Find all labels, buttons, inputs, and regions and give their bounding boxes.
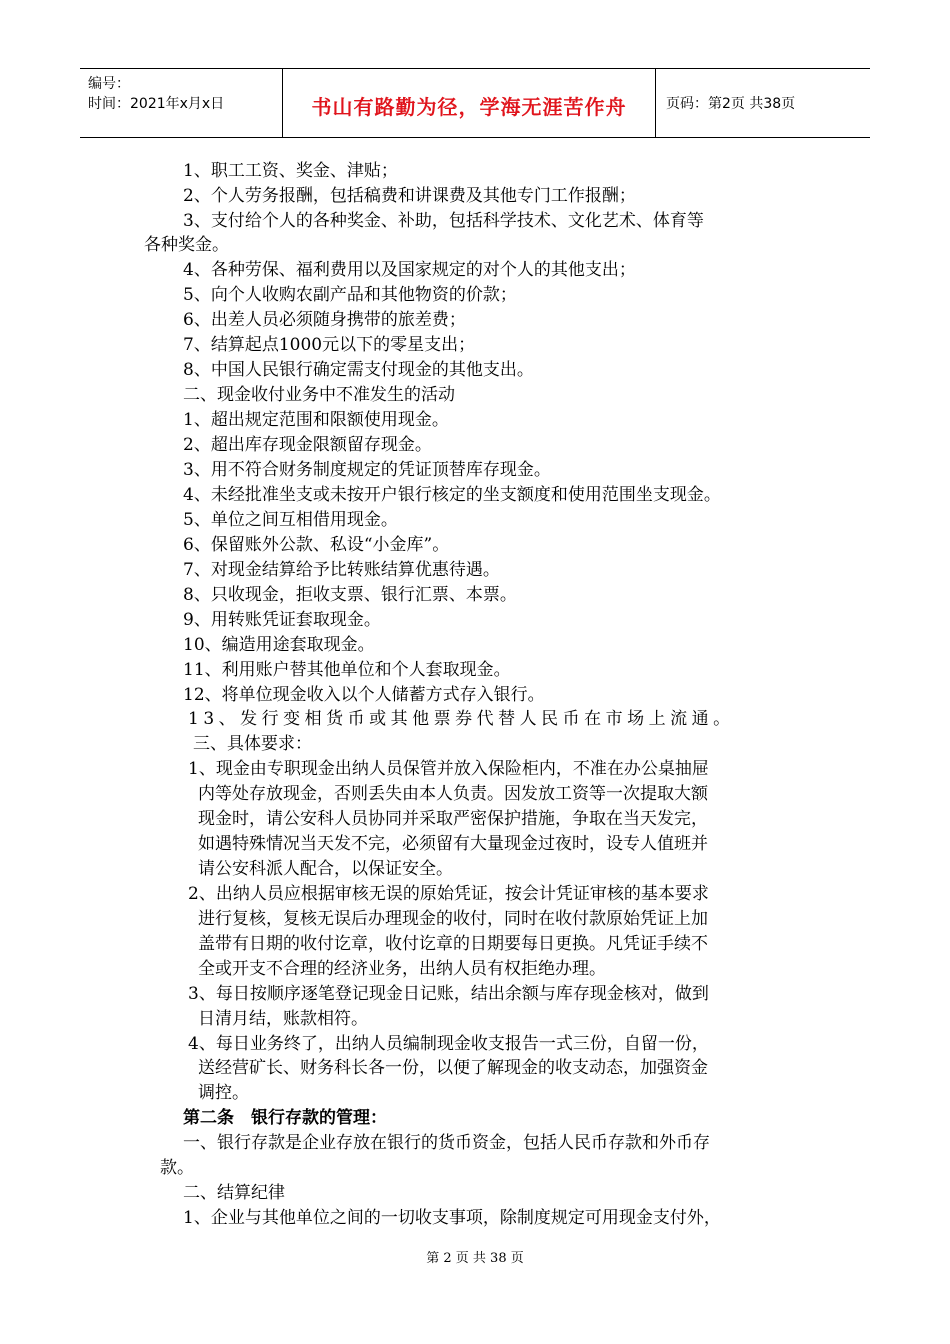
line: 13、发行变相货币或其他票券代替人民币在市场上流通。 xyxy=(188,709,735,729)
line: 盖带有日期的收付讫章，收付讫章的日期要每日更换。凡凭证手续不 xyxy=(198,934,708,954)
line: 送经营矿长、财务科长各一份，以便了解现金的收支动态，加强资金 xyxy=(198,1058,708,1078)
line: 各种奖金。 xyxy=(144,235,229,255)
line: 1、职工工资、奖金、津贴； xyxy=(183,161,398,181)
line: 调控。 xyxy=(198,1083,249,1103)
page-footer: 第 2 页 共 38 页 xyxy=(426,1251,524,1266)
line: 1、现金由专职现金出纳人员保管并放入保险柜内，不准在办公桌抽屉 xyxy=(188,759,709,779)
line: 2、出纳人员应根据审核无误的原始凭证，按会计凭证审核的基本要求 xyxy=(188,884,709,904)
line: 9、用转账凭证套取现金。 xyxy=(183,610,381,630)
line: 7、对现金结算给予比转账结算优惠待遇。 xyxy=(183,560,500,580)
line: 5、向个人收购农副产品和其他物资的价款； xyxy=(183,285,517,305)
line: 3、用不符合财务制度规定的凭证顶替库存现金。 xyxy=(183,460,551,480)
line: 款。 xyxy=(160,1158,194,1178)
line: 现金时，请公安科人员协同并采取严密保护措施，争取在当天发完， xyxy=(198,809,708,829)
line: 6、保留账外公款、私设“小金库”。 xyxy=(183,535,450,555)
header-motto-cell xyxy=(283,69,656,137)
line: 12、将单位现金收入以个人储蓄方式存入银行。 xyxy=(183,685,545,705)
line: 2、超出库存现金限额留存现金。 xyxy=(183,435,432,455)
line: 2、个人劳务报酬，包括稿费和讲课费及其他专门工作报酬； xyxy=(183,186,636,206)
line: 6、出差人员必须随身携带的旅差费； xyxy=(183,310,466,330)
number-label: 编号： xyxy=(88,76,130,92)
motto: 书山有路勤为径，学海无涯苦作舟 xyxy=(311,95,627,119)
date-label: 时间：2021年x月x日 xyxy=(88,96,225,112)
line: 1、企业与其他单位之间的一切收支事项，除制度规定可用现金支付外， xyxy=(183,1208,721,1228)
line: 10、编造用途套取现金。 xyxy=(183,635,375,655)
header-page-cell xyxy=(656,69,870,137)
line: 1、超出规定范围和限额使用现金。 xyxy=(183,410,449,430)
header-meta-cell xyxy=(80,69,283,137)
line: 3、每日按顺序逐笔登记现金日记账，结出余额与库存现金核对，做到 xyxy=(188,984,709,1004)
line: 5、单位之间互相借用现金。 xyxy=(183,510,398,530)
line: 日清月结，账款相符。 xyxy=(198,1009,368,1029)
page-info: 页码：第2页 共38页 xyxy=(666,96,796,112)
line: 8、中国人民银行确定需支付现金的其他支出。 xyxy=(183,360,534,380)
line: 一、银行存款是企业存放在银行的货币资金，包括人民币存款和外币存 xyxy=(183,1133,710,1153)
article-heading: 第二条 银行存款的管理： xyxy=(183,1108,387,1128)
line: 全或开支不合理的经济业务，出纳人员有权拒绝办理。 xyxy=(198,959,606,979)
line: 请公安科派人配合，以保证安全。 xyxy=(198,859,453,879)
line: 内等处存放现金，否则丢失由本人负责。因发放工资等一次提取大额 xyxy=(198,784,708,804)
line: 8、只收现金，拒收支票、银行汇票、本票。 xyxy=(183,585,517,605)
line: 如遇特殊情况当天发不完，必须留有大量现金过夜时，设专人值班并 xyxy=(198,834,708,854)
section-heading: 二、现金收付业务中不准发生的活动 xyxy=(183,385,455,405)
line: 11、利用账户替其他单位和个人套取现金。 xyxy=(183,660,511,680)
line: 4、未经批准坐支或未按开户银行核定的坐支额度和使用范围坐支现金。 xyxy=(183,485,721,505)
header-table xyxy=(80,68,870,138)
line: 3、支付给个人的各种奖金、补助，包括科学技术、文化艺术、体育等 xyxy=(183,211,704,231)
line: 进行复核，复核无误后办理现金的收付，同时在收付款原始凭证上加 xyxy=(198,909,708,929)
line: 4、各种劳保、福利费用以及国家规定的对个人的其他支出； xyxy=(183,260,636,280)
section-heading: 二、结算纪律 xyxy=(183,1183,285,1203)
section-heading: 三、具体要求： xyxy=(193,734,312,754)
line: 4、每日业务终了，出纳人员编制现金收支报告一式三份，自留一份， xyxy=(188,1034,709,1054)
line: 7、结算起点1000元以下的零星支出； xyxy=(183,335,476,355)
